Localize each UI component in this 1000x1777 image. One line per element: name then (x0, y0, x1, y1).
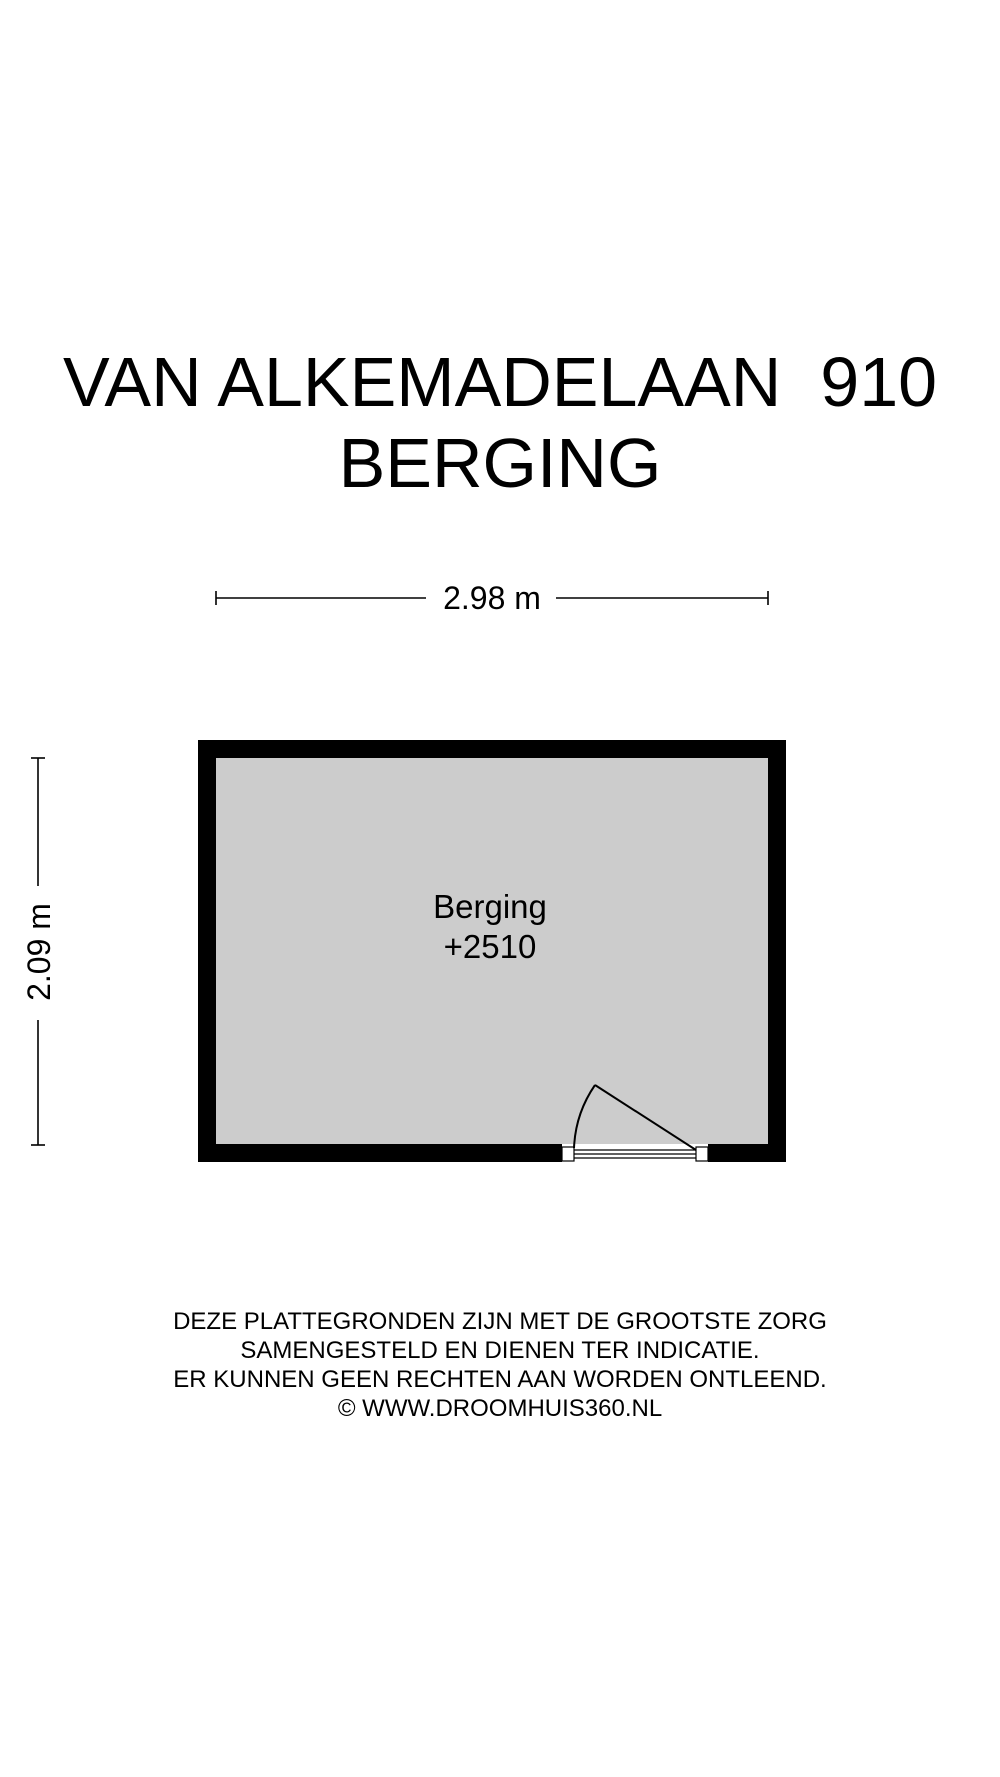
plan-title-room: BERGING (338, 424, 662, 502)
disclaimer (0, 1307, 1000, 1423)
height-dimension-label: 2.09 m (21, 903, 57, 1001)
width-dimension-label: 2.98 m (443, 580, 541, 616)
copyright-line: © WWW.DROOMHUIS360.NL (337, 1395, 663, 1422)
height-dimension (21, 758, 57, 1145)
width-dimension (216, 580, 768, 616)
floor-plan (0, 560, 1000, 1200)
door-jamb-left (562, 1147, 574, 1161)
disclaimer-line: ER KUNNEN GEEN RECHTEN AAN WORDEN ONTLEEND. (173, 1366, 827, 1393)
room-name: Berging (433, 888, 547, 925)
room-berging (198, 740, 786, 1162)
door-opening (562, 1144, 708, 1162)
room-level: +2510 (443, 928, 537, 965)
disclaimer-line: SAMENGESTELD EN DIENEN TER INDICATIE. (240, 1337, 760, 1364)
door-jamb-right (696, 1147, 708, 1161)
disclaimer-line: DEZE PLATTEGRONDEN ZIJN MET DE GROOTSTE ZORG (173, 1308, 827, 1335)
plan-title-address: VAN ALKEMADELAAN 910 (62, 343, 938, 421)
